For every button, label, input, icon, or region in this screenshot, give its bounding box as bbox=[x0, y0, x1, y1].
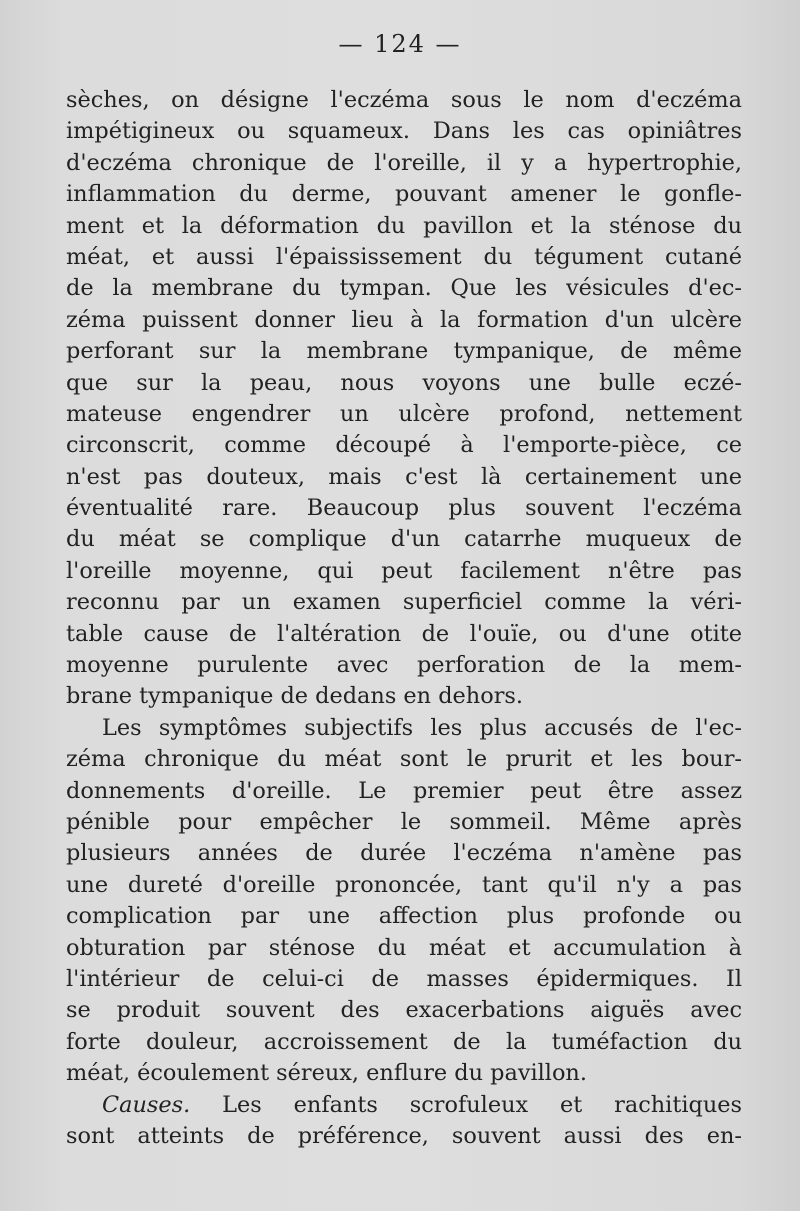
text-line: forte douleur, accroissement de la tuméfaction du bbox=[66, 1028, 742, 1055]
page-number: — 124 — bbox=[338, 30, 462, 58]
text-line: une dureté d'oreille prononcée, tant qu'il n'y a pas bbox=[66, 871, 742, 898]
text-line: pénible pour empêcher le sommeil. Même après bbox=[66, 808, 742, 835]
text-line: méat, écoulement séreux, enflure du pavillon. bbox=[66, 1060, 587, 1087]
text-line: ment et la déformation du pavillon et la sténose du bbox=[66, 212, 742, 239]
text-run: Les enfants scrofuleux et rachitiques bbox=[190, 1091, 742, 1118]
text-line: sont atteints de préférence, souvent aussi des en- bbox=[66, 1122, 742, 1149]
text-line: éventualité rare. Beaucoup plus souvent l'eczéma bbox=[66, 495, 742, 522]
text-line: moyenne purulente avec perforation de la mem- bbox=[66, 652, 742, 679]
text-line: zéma chronique du méat sont le prurit et les bour- bbox=[66, 746, 742, 773]
body-text bbox=[66, 85, 742, 1152]
text-line: plusieurs années de durée l'eczéma n'amène pas bbox=[66, 840, 742, 867]
text-line: table cause de l'altération de l'ouïe, ou d'une otite bbox=[66, 620, 742, 647]
text-line bbox=[66, 1090, 742, 1121]
text-line: donnements d'oreille. Le premier peut être assez bbox=[66, 777, 742, 804]
text-line: se produit souvent des exacerbations aiguës avec bbox=[66, 997, 742, 1024]
text-line: l'intérieur de celui-ci de masses épidermiques. Il bbox=[66, 965, 742, 992]
text-line: obturation par sténose du méat et accumulation à bbox=[66, 934, 742, 961]
text-line: l'oreille moyenne, qui peut facilement n'être pas bbox=[66, 557, 742, 584]
text-line: que sur la peau, nous voyons une bulle eczé- bbox=[66, 369, 742, 396]
text-line: reconnu par un examen superficiel comme la véri- bbox=[66, 589, 742, 616]
section-heading: Causes. bbox=[102, 1091, 191, 1118]
text-line: méat, et aussi l'épaississement du tégument cutané bbox=[66, 243, 742, 270]
text-line: n'est pas douteux, mais c'est là certainement une bbox=[66, 463, 742, 490]
text-line: zéma puissent donner lieu à la formation d'un ulcère bbox=[66, 306, 742, 333]
text-line: Les symptômes subjectifs les plus accusés de l'ec- bbox=[102, 714, 742, 741]
text-line: inflammation du derme, pouvant amener le gonfle- bbox=[66, 181, 742, 208]
text-line: brane tympanique de dedans en dehors. bbox=[66, 683, 524, 710]
text-line: mateuse engendrer un ulcère profond, nettement bbox=[66, 400, 742, 427]
text-line: circonscrit, comme découpé à l'emporte-pièce, ce bbox=[66, 432, 742, 459]
text-line: impétigineux ou squameux. Dans les cas opiniâtres bbox=[66, 118, 742, 145]
text-line: complication par une affection plus profonde ou bbox=[66, 903, 742, 930]
text-line: du méat se complique d'un catarrhe muqueux de bbox=[66, 526, 742, 553]
text-line: perforant sur la membrane tympanique, de même bbox=[66, 338, 742, 365]
text-line: de la membrane du tympan. Que les vésicules d'ec- bbox=[66, 275, 742, 302]
text-line: d'eczéma chronique de l'oreille, il y a hypertrophie, bbox=[66, 149, 742, 176]
text-line: sèches, on désigne l'eczéma sous le nom d'eczéma bbox=[66, 87, 742, 113]
